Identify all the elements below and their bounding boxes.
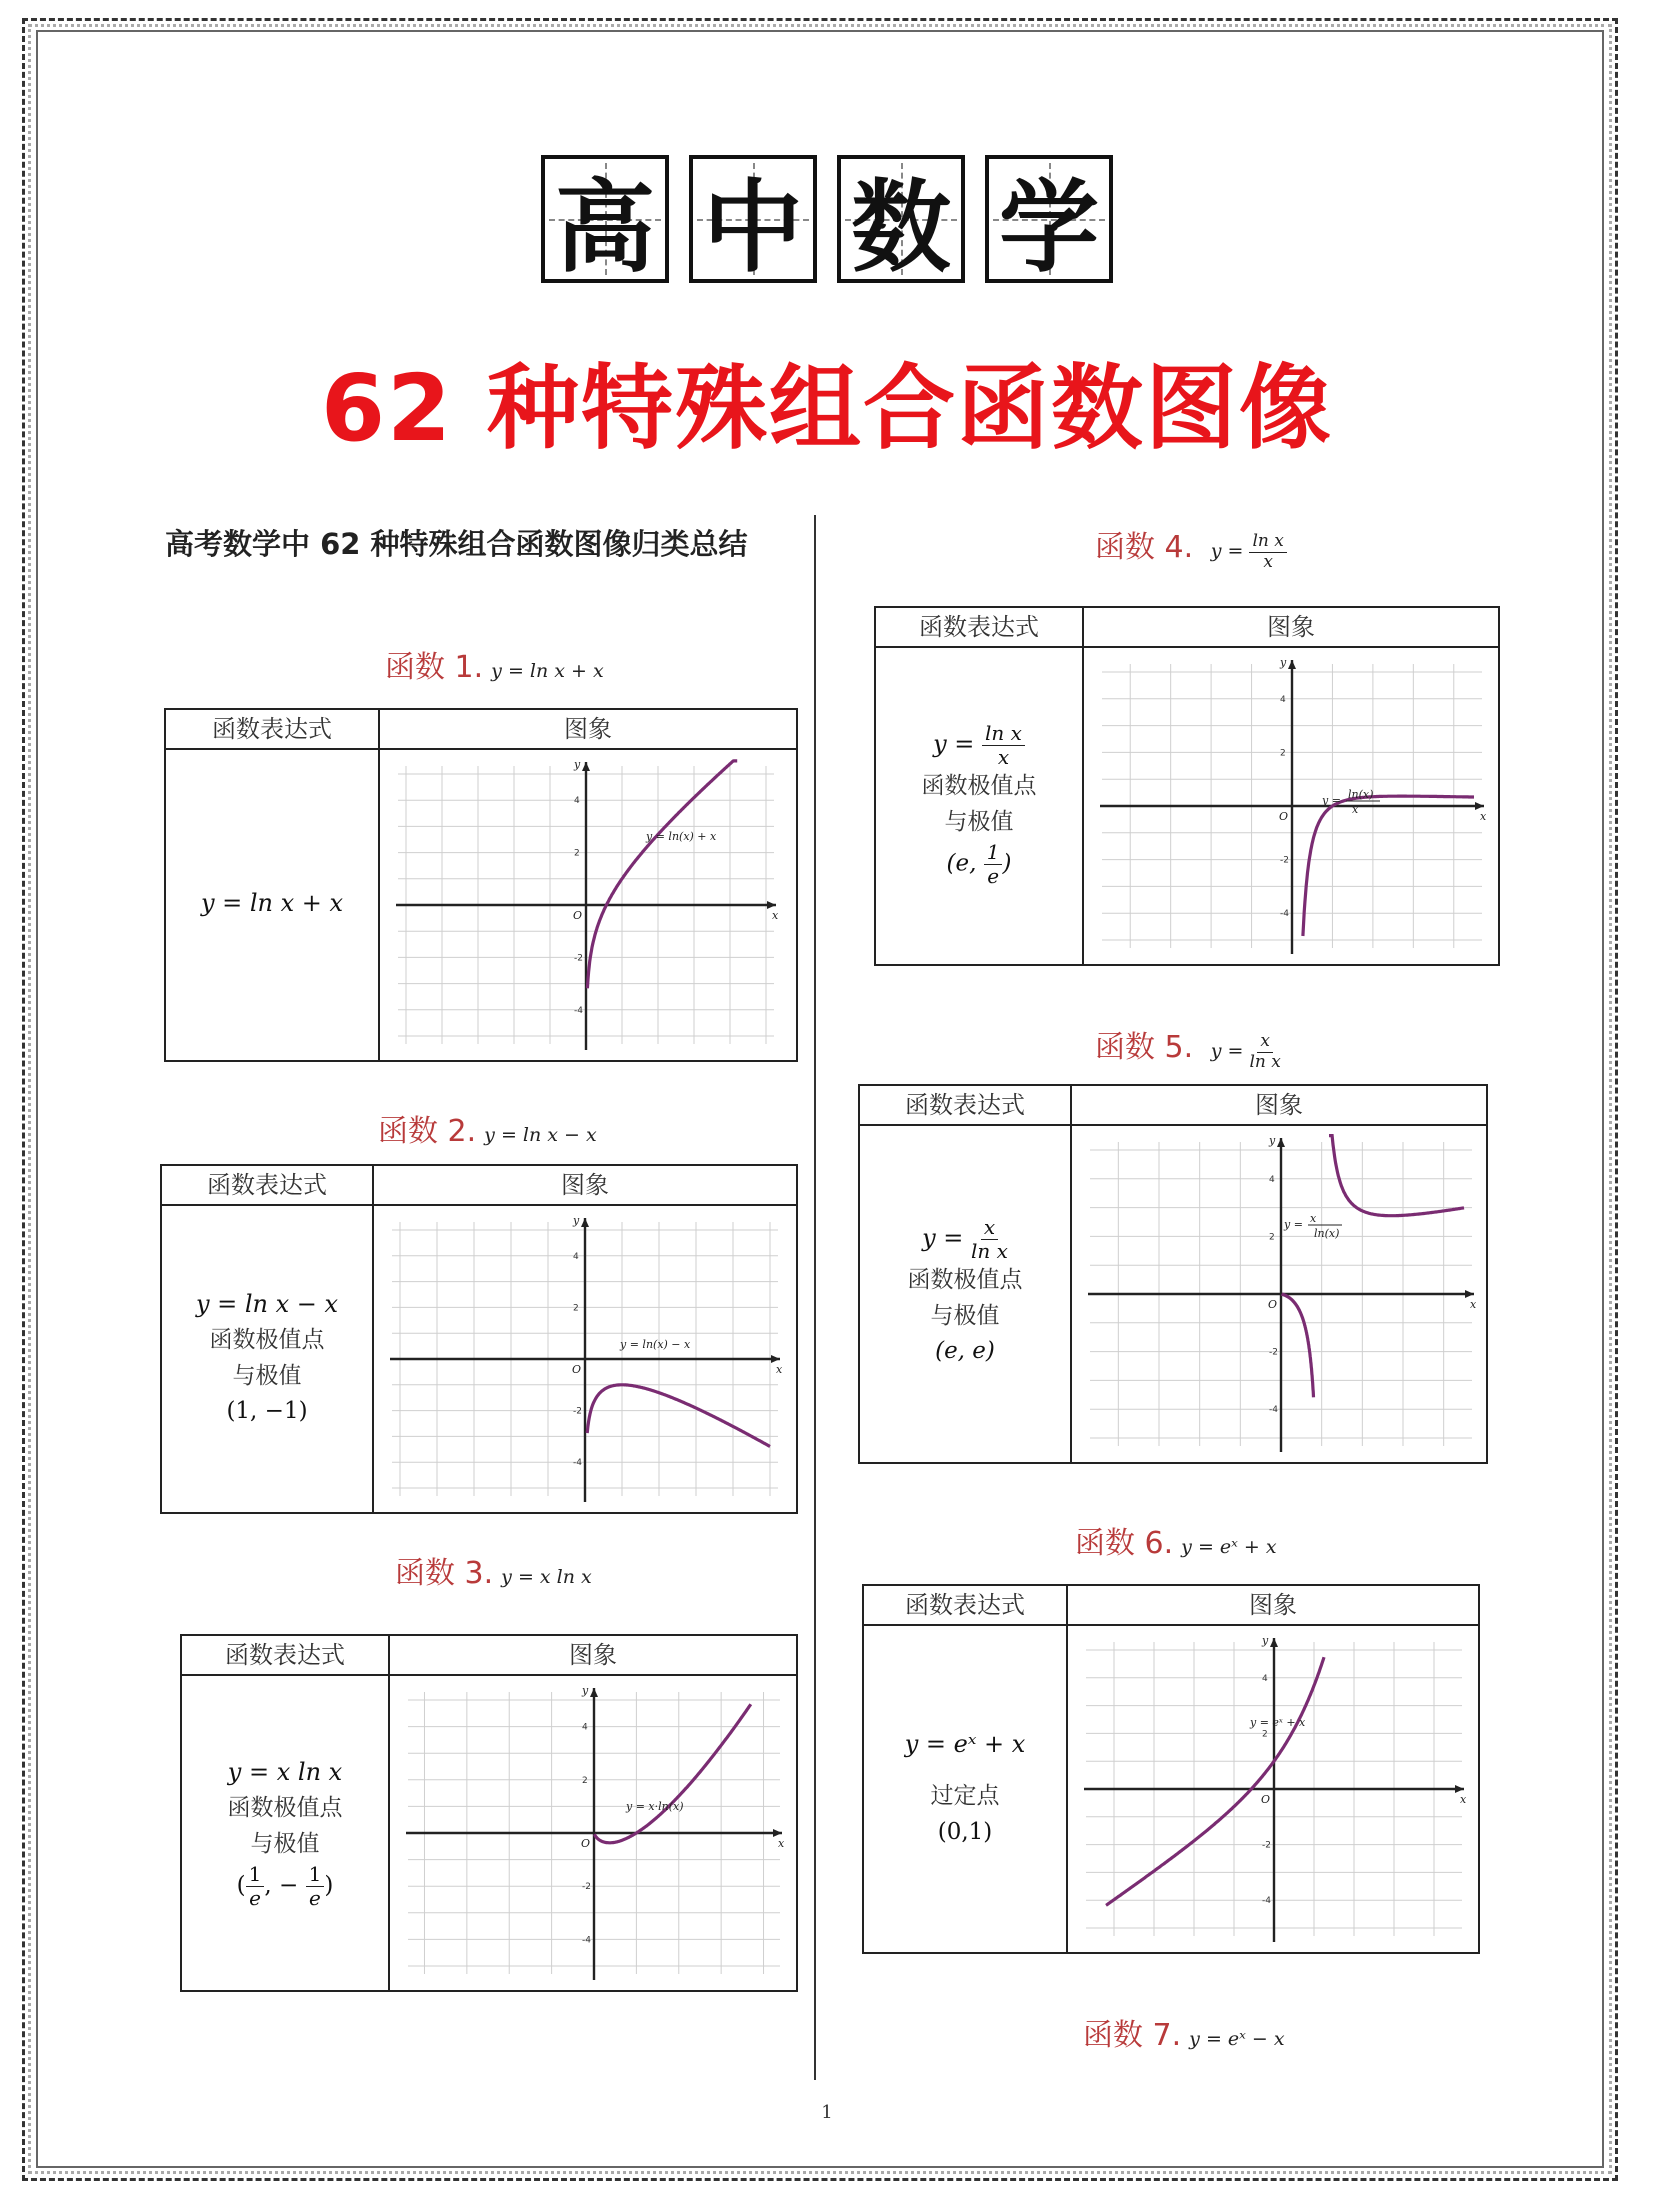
y-tick-label: 2 — [1280, 748, 1286, 759]
x-axis-label: x — [778, 1837, 785, 1850]
header-expression: 函数表达式 — [225, 1641, 345, 1669]
curve-label: y = ln(x) − x — [620, 1338, 691, 1351]
expression-cell — [860, 1124, 1070, 1462]
y-tick-label: -4 — [582, 1935, 591, 1946]
y-tick-label: 4 — [582, 1722, 588, 1733]
y-tick-label: -4 — [1262, 1896, 1271, 1907]
function-curve — [594, 1704, 750, 1843]
function-curve — [587, 1385, 770, 1447]
extremum-note: 函数极值点 — [921, 773, 1037, 800]
fixed-point-note: 过定点 — [930, 1782, 1000, 1809]
extremum-point: (1, −1) — [226, 1398, 308, 1425]
y-tick-label: 4 — [1280, 694, 1286, 705]
expression-formula: y = ln x − x — [195, 1289, 339, 1318]
y-tick-label: -2 — [574, 953, 583, 964]
extremum-note: 函数极值点 — [209, 1327, 325, 1354]
y-tick-label: 2 — [1262, 1729, 1268, 1740]
extremum-note: 函数极值点 — [907, 1267, 1023, 1294]
function-3-card — [180, 1634, 798, 1992]
y-tick-label: 2 — [582, 1775, 588, 1786]
y-tick-label: -2 — [1280, 855, 1289, 866]
y-axis-arrow — [1270, 1638, 1278, 1647]
function-6-card — [862, 1584, 1480, 1954]
y-axis-arrow — [581, 1218, 589, 1227]
page-subtitle: 62 种特殊组合函数图像 — [320, 355, 1334, 462]
y-tick-label: -4 — [1269, 1405, 1278, 1416]
extremum-note: 与极值 — [944, 809, 1014, 835]
x-axis-label: x — [1470, 1298, 1477, 1311]
function-2-card — [160, 1164, 798, 1514]
expression-cell — [182, 1674, 388, 1990]
title-char-box: 学 — [985, 155, 1113, 283]
column-separator — [378, 710, 380, 1060]
y-axis-label: y — [573, 1214, 580, 1227]
extremum-note: 与极值 — [930, 1302, 1000, 1329]
x-axis-arrow — [771, 1355, 780, 1363]
y-axis-label: y — [1269, 1134, 1276, 1147]
curve-label-denominator: x — [1352, 803, 1359, 816]
origin-label: O — [1261, 1793, 1271, 1806]
function-1-graph — [386, 754, 786, 1056]
function-curve — [1106, 1657, 1324, 1905]
x-axis-label: x — [1480, 810, 1487, 823]
header-expression: 函数表达式 — [905, 1091, 1025, 1119]
origin-label: O — [572, 1363, 582, 1376]
curve-label: y = — [1322, 794, 1341, 807]
y-axis-arrow — [590, 1688, 598, 1697]
curve-label-numerator: ln(x) — [1348, 788, 1374, 801]
function-1-card — [164, 708, 798, 1062]
function-2-graph — [380, 1210, 790, 1508]
y-tick-label: -4 — [574, 1005, 583, 1016]
extremum-point: ( $\frac{1}{e}$ , − $\frac{1}{e}$ ) — [236, 1861, 334, 1910]
origin-label: O — [1268, 1298, 1278, 1311]
title-char-box: 高 — [541, 155, 669, 283]
x-axis-arrow — [1475, 802, 1484, 810]
function-6-graph — [1074, 1630, 1474, 1948]
expression-formula: y = $\frac{x}{\text{ln x}}$ — [922, 1215, 1008, 1264]
header-expression: 函数表达式 — [212, 715, 332, 743]
x-axis-label: x — [1460, 1793, 1467, 1806]
header-graph: 图象 — [564, 715, 612, 743]
function-5-card — [858, 1084, 1488, 1464]
expression-formula: y = x ln x — [227, 1758, 343, 1787]
function-curve — [1282, 1294, 1314, 1397]
header-graph: 图象 — [1249, 1591, 1297, 1619]
y-tick-label: 4 — [574, 796, 580, 807]
function-4-label: 函数 4. y = $\frac{\text{ln x}}{x}$ — [1095, 522, 1287, 572]
y-tick-label: -4 — [1280, 909, 1289, 920]
header-graph: 图象 — [569, 1641, 617, 1669]
function-1-label: 函数 1. y = ln x + x — [385, 650, 604, 685]
page-title — [0, 155, 1654, 286]
function-7-label: 函数 7. y = eˣ − x — [1083, 2018, 1285, 2053]
function-curve — [587, 761, 737, 988]
expression-cell — [166, 748, 378, 1060]
origin-label: O — [1279, 810, 1289, 823]
page-number: 1 — [821, 2102, 833, 2123]
y-tick-label: 2 — [1269, 1232, 1275, 1243]
y-tick-label: -2 — [1269, 1347, 1278, 1358]
function-4-graph — [1090, 652, 1494, 960]
y-tick-label: 4 — [1262, 1673, 1268, 1684]
expression-formula: y = eˣ + x — [904, 1729, 1026, 1758]
column-separator — [1066, 1586, 1068, 1952]
y-tick-label: -4 — [573, 1458, 582, 1469]
y-axis-arrow — [582, 762, 590, 771]
y-tick-label: -2 — [573, 1406, 582, 1417]
y-tick-label: -2 — [1262, 1840, 1271, 1851]
curve-label: y = — [1284, 1218, 1303, 1231]
curve-label: y = x·ln(x) — [626, 1800, 684, 1813]
expression-cell — [876, 646, 1082, 964]
x-axis-arrow — [1455, 1785, 1464, 1793]
x-axis-label: x — [772, 909, 779, 922]
curve-label-denominator: ln(x) — [1314, 1227, 1340, 1240]
column-separator — [388, 1636, 390, 1990]
x-axis-arrow — [767, 901, 776, 909]
extremum-point: (e, e) — [935, 1338, 995, 1365]
column-separator — [1082, 608, 1084, 964]
header-graph: 图象 — [1255, 1091, 1303, 1119]
title-char-box: 中 — [689, 155, 817, 283]
expression-formula: y = ln x + x — [200, 889, 344, 918]
y-axis-label: y — [1262, 1634, 1269, 1647]
y-axis-label: y — [1280, 656, 1287, 669]
function-3-graph — [396, 1680, 792, 1986]
fixed-point: (0,1) — [937, 1818, 993, 1845]
curve-label-numerator: x — [1310, 1212, 1317, 1225]
y-tick-label: 2 — [573, 1303, 579, 1314]
extremum-note: 函数极值点 — [227, 1795, 343, 1822]
function-3-label: 函数 3. y = x ln x — [395, 1556, 592, 1591]
y-axis-arrow — [1288, 660, 1296, 669]
y-axis-label: y — [574, 758, 581, 771]
y-tick-label: -2 — [582, 1882, 591, 1893]
expression-cell — [864, 1624, 1066, 1952]
origin-label: O — [573, 909, 583, 922]
x-axis-arrow — [1465, 1290, 1474, 1298]
header-graph: 图象 — [561, 1171, 609, 1199]
header-expression: 函数表达式 — [919, 613, 1039, 641]
column-separator — [372, 1166, 374, 1512]
extremum-note: 与极值 — [232, 1362, 302, 1389]
curve-label: y = eˣ + x — [1250, 1716, 1306, 1729]
y-tick-label: 4 — [1269, 1174, 1275, 1185]
curve-label: y = ln(x) + x — [646, 830, 717, 843]
document-heading: 高考数学中 62 种特殊组合函数图像归类总结 — [165, 527, 748, 561]
x-axis-label: x — [776, 1363, 783, 1376]
function-5-label: 函数 5. y = $\frac{x}{\text{ln x}}$ — [1095, 1030, 1281, 1072]
function-6-label: 函数 6. y = eˣ + x — [1075, 1526, 1277, 1561]
header-expression: 函数表达式 — [207, 1171, 327, 1199]
x-axis-arrow — [773, 1829, 782, 1837]
function-curve — [1303, 796, 1474, 936]
function-5-graph — [1078, 1130, 1484, 1458]
header-graph: 图象 — [1267, 613, 1315, 641]
y-axis-label: y — [582, 1684, 589, 1697]
extremum-note: 与极值 — [250, 1831, 320, 1858]
extremum-point: (e, $\frac{1}{e}$ ) — [946, 839, 1012, 888]
function-4-card — [874, 606, 1500, 966]
column-divider — [814, 515, 816, 2080]
title-char-box: 数 — [837, 155, 965, 283]
expression-formula: y = $\frac{\text{ln x}}{x}$ — [933, 722, 1025, 769]
y-tick-label: 4 — [573, 1251, 579, 1262]
y-tick-label: 2 — [574, 848, 580, 859]
header-expression: 函数表达式 — [905, 1591, 1025, 1619]
y-axis-arrow — [1277, 1138, 1285, 1147]
expression-cell — [162, 1204, 372, 1512]
origin-label: O — [581, 1837, 591, 1850]
function-2-label: 函数 2. y = ln x − x — [378, 1114, 597, 1149]
column-separator — [1070, 1086, 1072, 1462]
